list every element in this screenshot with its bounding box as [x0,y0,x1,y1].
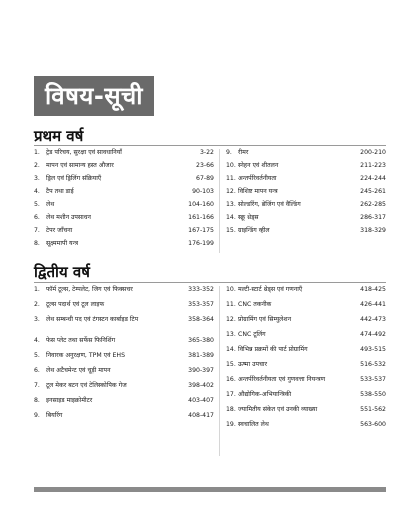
toc-entry-title: औद्योगिक-अभियान्त्रिकी [238,391,292,398]
toc-entry [226,188,386,201]
toc-entry-number: 8. [34,397,40,404]
toc-entry-pages: 474-492 [360,331,386,338]
toc-entry [34,286,214,301]
first-year-right-column [226,149,386,240]
toc-entry-title: मल्टी-स्टार्ट थ्रेड्स एवं गणनाएँ [238,286,303,293]
footer-bar [34,487,386,492]
toc-entry-title: ज्यामितीय संकेत एवं उनकी व्याख्या [238,406,318,413]
toc-entry-title: सोल्डरिंग, ब्रेजिंग एवं वैल्डिंग [238,201,301,208]
toc-entry [34,240,214,253]
toc-entry-number: 15. [226,227,236,234]
toc-entry [34,188,214,201]
toc-entry [34,412,214,427]
first-year-rule [34,145,386,146]
toc-entry [34,201,214,214]
toc-entry [34,149,214,162]
second-year-heading: द्वितीय वर्ष [34,263,90,281]
toc-entry-title: लेथ अटैचमेन्ट एवं चूड़ी मापन [46,367,111,374]
toc-entry-number: 3. [34,175,40,182]
toc-entry-pages: 442-473 [360,316,386,323]
toc-entry-number: 10. [226,286,236,293]
toc-entry-number: 11. [226,175,236,182]
toc-entry-title: स्नेहन एवं शीतलन [238,162,279,169]
toc-entry-number: 8. [34,240,40,247]
toc-entry-number: 7. [34,382,40,389]
second-year-rule [34,282,386,283]
toc-entry-title: फॉर्म टूल्स, टेम्पलेट, जिग एवं फिक्सचर [46,286,133,293]
toc-entry-title: बियरिंग [46,412,63,419]
toc-entry-pages: 563-600 [360,421,386,428]
toc-entry-number: 13. [226,331,236,338]
toc-entry-pages: 176-199 [188,240,214,247]
toc-entry-number: 11. [226,301,236,308]
toc-entry [34,301,214,316]
toc-entry-number: 15. [226,361,236,368]
toc-entry [226,421,386,436]
toc-entry-pages: 286-317 [360,214,386,221]
toc-entry-number: 12. [226,316,236,323]
toc-entry-title: स्क्रू थ्रेड्स [238,214,259,221]
toc-entry-pages: 67-89 [196,175,214,182]
toc-entry [226,316,386,331]
toc-entry-title: रीमर [238,149,249,156]
toc-entry-title: CNC टूलिंग [238,331,266,338]
toc-entry-title: CNC तकनीक [238,301,272,308]
first-year-left-column [34,149,214,253]
toc-entry-title: विशिष्ट मापन यन्त्र [238,188,278,195]
second-year-column-divider [219,286,220,456]
toc-entry-pages: 200-210 [360,149,386,156]
toc-entry-title: टूल मेकर बटन एवं टेलिस्कोपिक गेज [46,382,127,389]
toc-entry-number: 14. [226,214,236,221]
toc-entry-title: लेथ सम्बन्धी पद एवं टंगस्टन कार्बाइड टिप [46,316,139,323]
toc-entry-pages: 3-22 [199,149,214,156]
toc-entry-pages: 211-223 [360,162,386,169]
toc-entry-number: 12. [226,188,236,195]
toc-entry-title: अन्तर्परिवर्तनीयता एवं गुणवत्ता नियन्त्रण [238,376,326,383]
toc-entry-pages: 403-407 [188,397,214,404]
toc-entry-number: 4. [34,337,40,344]
toc-entry-pages: 167-175 [188,227,214,234]
toc-entry-number: 5. [34,352,40,359]
toc-entry-title: इनसाइड माइक्रोमीटर [46,397,93,404]
toc-entry-pages: 262-285 [360,201,386,208]
toc-entry-pages: 333-352 [188,286,214,293]
toc-entry [226,391,386,406]
toc-entry-pages: 390-397 [188,367,214,374]
toc-entry-pages: 245-261 [360,188,386,195]
toc-entry [34,316,214,337]
toc-entry [34,382,214,397]
toc-entry-number: 16. [226,376,236,383]
toc-entry [226,346,386,361]
toc-entry-title: निवारक अनुरक्षण, TPM एवं EHS [46,352,125,359]
toc-entry-number: 3. [34,316,40,323]
toc-entry [226,162,386,175]
toc-entry [226,406,386,421]
toc-entry [34,227,214,240]
toc-entry-pages: 538-550 [360,391,386,398]
toc-entry-pages: 318-329 [360,227,386,234]
toc-entry-number: 2. [34,301,40,308]
toc-entry-pages: 398-402 [188,382,214,389]
toc-entry-title: अन्तर्परिवर्तनीयता [238,175,277,182]
toc-entry-title: मापन एवं सामान्य हस्त औजार [46,162,114,169]
toc-entry-pages: 381-389 [188,352,214,359]
toc-entry-pages: 493-515 [360,346,386,353]
toc-entry-title: ड्रिल एवं ड्रिलिंग संक्रियाएँ [46,175,102,182]
toc-entry-number: 10. [226,162,236,169]
toc-entry [226,286,386,301]
toc-entry [226,227,386,240]
toc-entry-number: 1. [34,286,40,293]
toc-entry-pages: 551-562 [360,406,386,413]
toc-entry [226,214,386,227]
first-year-heading: प्रथम वर्ष [34,127,84,145]
toc-entry-pages: 533-537 [360,376,386,383]
toc-entry [34,367,214,382]
toc-entry-number: 7. [34,227,40,234]
toc-entry-title: सूक्ष्ममापी यन्त्र [46,240,79,247]
toc-entry-title: टेपर जाँचना [46,227,73,234]
toc-entry-number: 17. [226,391,236,398]
second-year-right-column [226,286,386,436]
toc-entry-number: 9. [226,149,232,156]
toc-entry [226,175,386,188]
toc-entry [226,149,386,162]
toc-entry-number: 4. [34,188,40,195]
toc-entry-pages: 161-166 [188,214,214,221]
toc-entry-pages: 418-425 [360,286,386,293]
toc-entry [34,397,214,412]
toc-entry-title: फेस प्लेट तथा सर्फेस फिनिशिंग [46,337,116,344]
toc-entry-pages: 90-103 [192,188,214,195]
toc-entry-title: टूल्स पदार्थ एवं टूल लाइफ [46,301,105,308]
toc-entry-pages: 23-66 [196,162,214,169]
toc-entry [226,376,386,391]
toc-entry-pages: 516-532 [360,361,386,368]
toc-entry [226,361,386,376]
toc-entry [34,162,214,175]
toc-entry-number: 2. [34,162,40,169]
toc-entry-number: 1. [34,149,40,156]
toc-entry-title: विभिन्न प्रक्रमों की पार्ट प्रोग्रामिंग [238,346,308,353]
second-year-left-column [34,286,214,427]
toc-entry [34,214,214,227]
toc-entry-title: ऊष्मा उपचार [238,361,268,368]
toc-entry-number: 9. [34,412,40,419]
toc-entry [34,352,214,367]
toc-entry [226,301,386,316]
toc-entry-pages: 104-160 [188,201,214,208]
toc-entry-title: ट्रेड परिचय, सुरक्षा एवं सावधानियाँ [46,149,122,156]
toc-entry-pages: 353-357 [188,301,214,308]
toc-entry-title: टैप तथा डाई [46,188,74,195]
toc-entry-title: प्रोग्रामिंग एवं सिम्युलेशन [238,316,292,323]
first-year-column-divider [219,149,220,253]
page-title: विषय-सूची [34,76,154,116]
toc-entry-title: ग्राइन्डिंग व्हील [238,227,270,234]
toc-entry [34,175,214,188]
toc-entry-pages: 426-441 [360,301,386,308]
toc-entry-number: 5. [34,201,40,208]
toc-entry-title: लेथ मशीन उपसाधन [46,214,91,221]
toc-entry-pages: 408-417 [188,412,214,419]
toc-entry-number: 6. [34,214,40,221]
toc-entry-number: 19. [226,421,236,428]
toc-entry-number: 13. [226,201,236,208]
toc-entry-number: 18. [226,406,236,413]
toc-entry-title: स्वचालित लेथ [238,421,269,428]
toc-entry [226,331,386,346]
toc-entry [34,337,214,352]
toc-entry-title: लेथ [46,201,55,208]
toc-entry [226,201,386,214]
toc-entry-pages: 224-244 [360,175,386,182]
toc-entry-pages: 358-364 [188,316,214,323]
toc-entry-number: 14. [226,346,236,353]
toc-entry-pages: 365-380 [188,337,214,344]
toc-entry-number: 6. [34,367,40,374]
